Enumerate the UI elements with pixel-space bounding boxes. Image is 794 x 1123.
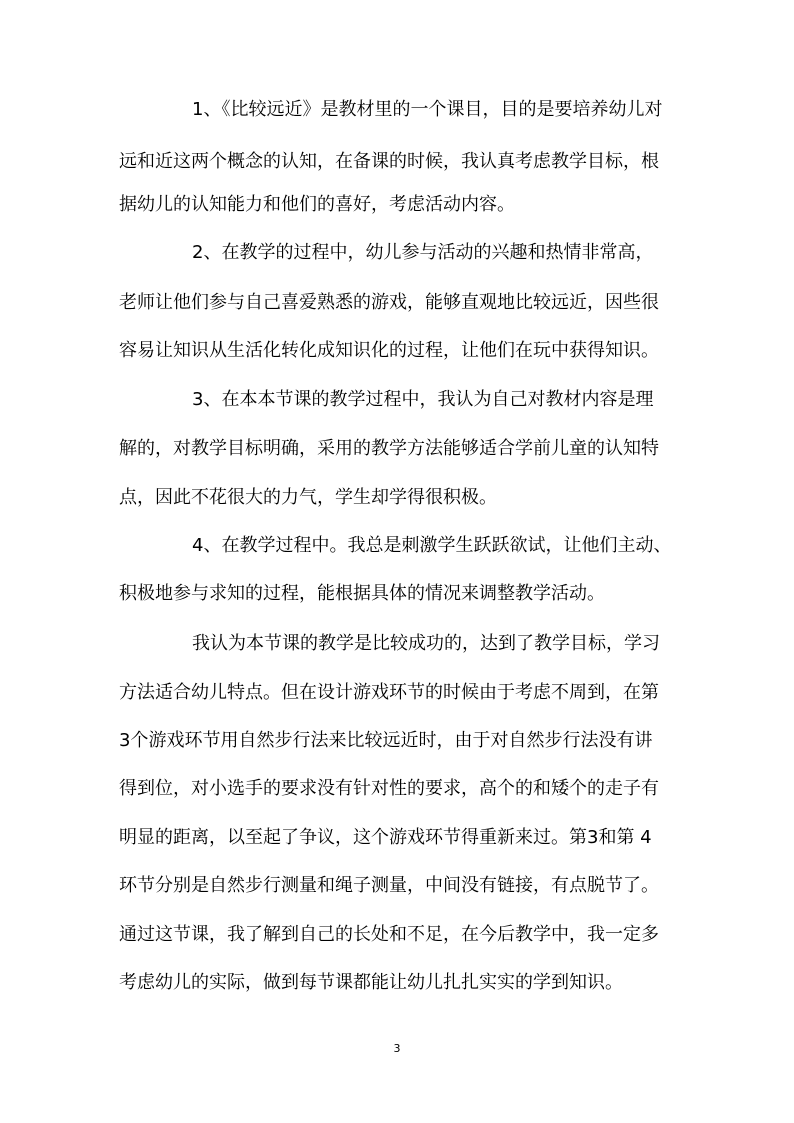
paragraph-2-line-1: 2、在教学的过程中，幼儿参与活动的兴趣和热情非常高，	[192, 242, 654, 263]
page-number: 3	[393, 1042, 401, 1055]
paragraph-1-line-2: 远和近这两个概念的认知，在备课的时候，我认真考虑教学目标，根	[119, 151, 659, 172]
paragraph-3-line-1: 3、在本本节课的教学过程中，我认为自己对教材内容是理	[192, 389, 654, 410]
paragraph-5-line-8: 考虑幼儿的实际，做到每节课都能让幼儿扎扎实实的学到知识。	[119, 972, 623, 993]
paragraph-1-line-1: 1、《比较远近》是教材里的一个课目，目的是要培养幼儿对	[192, 99, 663, 120]
paragraph-5-line-2: 方法适合幼儿特点。但在设计游戏环节的时候由于考虑不周到，在第	[119, 682, 659, 703]
paragraph-4-line-2: 积极地参与求知的过程，能根据具体的情况来调整教学活动。	[119, 583, 605, 604]
paragraph-5-line-1: 我认为本节课的教学是比较成功的，达到了教学目标，学习	[192, 633, 660, 654]
paragraph-5-line-6: 环节分别是自然步行测量和绳子测量，中间没有链接，有点脱节了。	[119, 875, 659, 896]
paragraph-3-line-3: 点，因此不花很大的力气，学生却学得很积极。	[119, 487, 497, 508]
paragraph-4-line-1: 4、在教学过程中。我总是刺激学生跃跃欲试，让他们主动、	[192, 535, 672, 556]
paragraph-5-line-4: 得到位，对小选手的要求没有针对性的要求，高个的和矮个的走子有	[119, 778, 659, 799]
paragraph-2-line-2: 老师让他们参与自己喜爱熟悉的游戏，能够直观地比较远近，因些很	[119, 292, 659, 313]
paragraph-3-line-2: 解的，对教学目标明确，采用的教学方法能够适合学前儿童的认知特	[119, 438, 659, 459]
paragraph-1-line-3: 据幼儿的认知能力和他们的喜好，考虑活动内容。	[119, 194, 515, 215]
paragraph-2-line-3: 容易让知识从生活化转化成知识化的过程，让他们在玩中获得知识。	[119, 340, 659, 361]
paragraph-5-line-3: 3个游戏环节用自然步行法来比较远近时，由于对自然步行法没有讲	[119, 730, 653, 751]
paragraph-5-line-5: 明显的距离，以至起了争议，这个游戏环节得重新来过。第3和第 4	[119, 827, 652, 848]
paragraph-5-line-7: 通过这节课，我了解到自己的长处和不足，在今后教学中，我一定多	[119, 924, 659, 945]
